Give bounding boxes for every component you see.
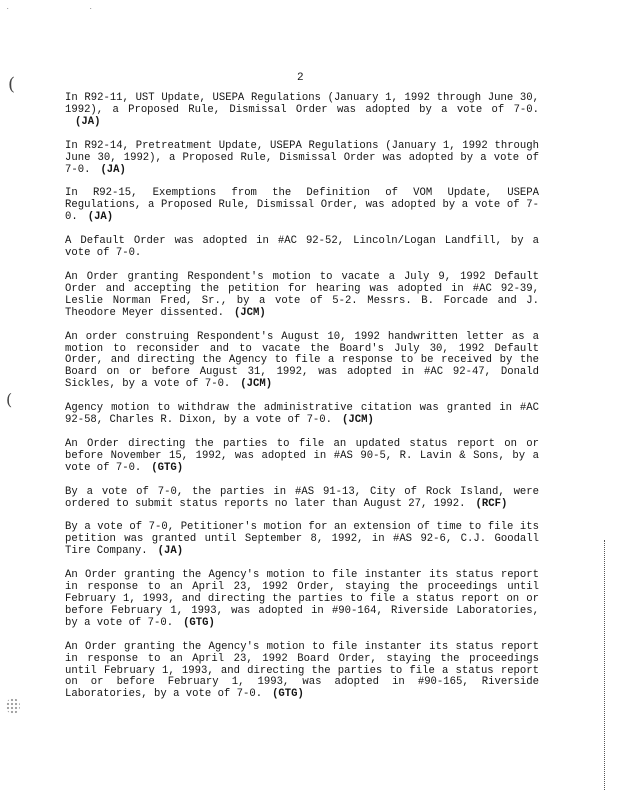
member-initials: (JCM): [240, 378, 273, 391]
member-initials: (JA): [100, 163, 126, 176]
paragraph-text: By a vote of 7-0, the parties in #AS 91-13, City of Rock Island, were ordered to submit status reports no later than August 27, 1992.: [65, 485, 539, 510]
order-paragraph: [65, 487, 539, 511]
margin-bracket-mark: (: [6, 390, 13, 409]
order-paragraph: [65, 570, 539, 630]
order-paragraph: [65, 188, 539, 224]
paragraph-text: In R92-11, UST Update, USEPA Regulations (January 1, 1992 through June 30, 1992), a Proposed Rule, Dismissal Order was adopted by a vote of 7-0.: [65, 92, 539, 116]
order-paragraph: [65, 141, 539, 177]
scan-edge-line: [604, 540, 605, 790]
paragraph-text: Agency motion to withdraw the administrative citation was granted in #AC 92-58, Charles R. Dixon, by a vote of 7-0.: [65, 402, 539, 427]
margin-bracket-mark: (: [8, 74, 16, 95]
member-initials: (JA): [87, 211, 114, 224]
member-initials: (JA): [75, 115, 101, 128]
member-initials: (JCM): [233, 306, 266, 319]
paragraph-text: An Order directing the parties to file an updated status report on or before November 15, 1992, was adopted in #AS 90-5, R. Lavin & Sons, by a vote of 7-0.: [65, 437, 539, 474]
scan-artifact-mark: ˙: [5, 8, 11, 18]
order-paragraph: [65, 522, 539, 558]
member-initials: (JCM): [342, 414, 374, 427]
member-initials: (GTG): [272, 688, 304, 701]
order-paragraph: [65, 272, 539, 320]
paragraph-text: By a vote of 7-0, Petitioner's motion for an extension of time to file its petition was granted until September 8, 1992, in #AS 92-6, C.J. Goodall Tire Company.: [65, 521, 539, 558]
member-initials: (GTG): [151, 461, 184, 474]
order-paragraph: [65, 236, 539, 260]
order-paragraph: [65, 439, 539, 475]
order-paragraph: [65, 642, 539, 702]
order-paragraph: [65, 332, 539, 392]
order-paragraph: [65, 93, 539, 129]
paragraph-text: A Default Order was adopted in #AC 92-52, Lincoln/Logan Landfill, by a vote of 7-0.: [65, 235, 539, 260]
paragraph-text: An Order granting the Agency's motion to file instanter its status report in response to an April 23, 1992 Order, staying the proceedings until February 1, 1993, and directing the parties to file a status report on or before February 1, 1993, was adopted in #90-164, Riverside Laboratories, by a vote of 7-0.: [65, 569, 539, 629]
scan-artifact-mark: ˙: [88, 8, 94, 18]
paragraph-text: In R92-14, Pretreatment Update, USEPA Regulations (January 1, 1992 through June 30, 1992), a Proposed Rule, Dismissal Order was adopted by a vote of 7-0.: [65, 139, 539, 176]
page-number: 2: [297, 72, 304, 84]
paragraph-text: In R92-15, Exemptions from the Definition of VOM Update, USEPA Regulations, a Proposed Rule, Dismissal Order, was adopted by a vote of 7-0.: [65, 187, 539, 224]
hole-punch-mark: [6, 698, 20, 714]
order-paragraph: [65, 403, 539, 427]
member-initials: (GTG): [183, 616, 215, 629]
paragraph-text: An Order granting Respondent's motion to vacate a July 9, 1992 Default Order and accepting the petition for hearing was adopted in #AC 92-39, Leslie Norman Fred, Sr., by a vote of 5-2. Messrs. B. Forcade and J. Theodore Meyer dissented.: [65, 270, 539, 319]
member-initials: (JA): [157, 545, 184, 558]
member-initials: (RCF): [475, 497, 508, 510]
paragraph-text: An Order granting the Agency's motion to file instanter its status report in response to an April 23, 1992 Board Order, staying the proceedings until February 1, 1993, and directing the parties to file a status report on or before February 1, 1993, was adopted in #90-165, Riverside Laboratories, by a vote of 7-0.: [65, 640, 539, 701]
document-body: [65, 93, 539, 713]
paragraph-text: An order construing Respondent's August 10, 1992 handwritten letter as a motion to reconsider and to vacate the Board's July 30, 1992 Default Order, and directing the Agency to file a response to be received by the Board on or before August 31, 1992, was adopted in #AC 92-47, Donald Sickles, by a vote of 7-0.: [65, 330, 539, 391]
